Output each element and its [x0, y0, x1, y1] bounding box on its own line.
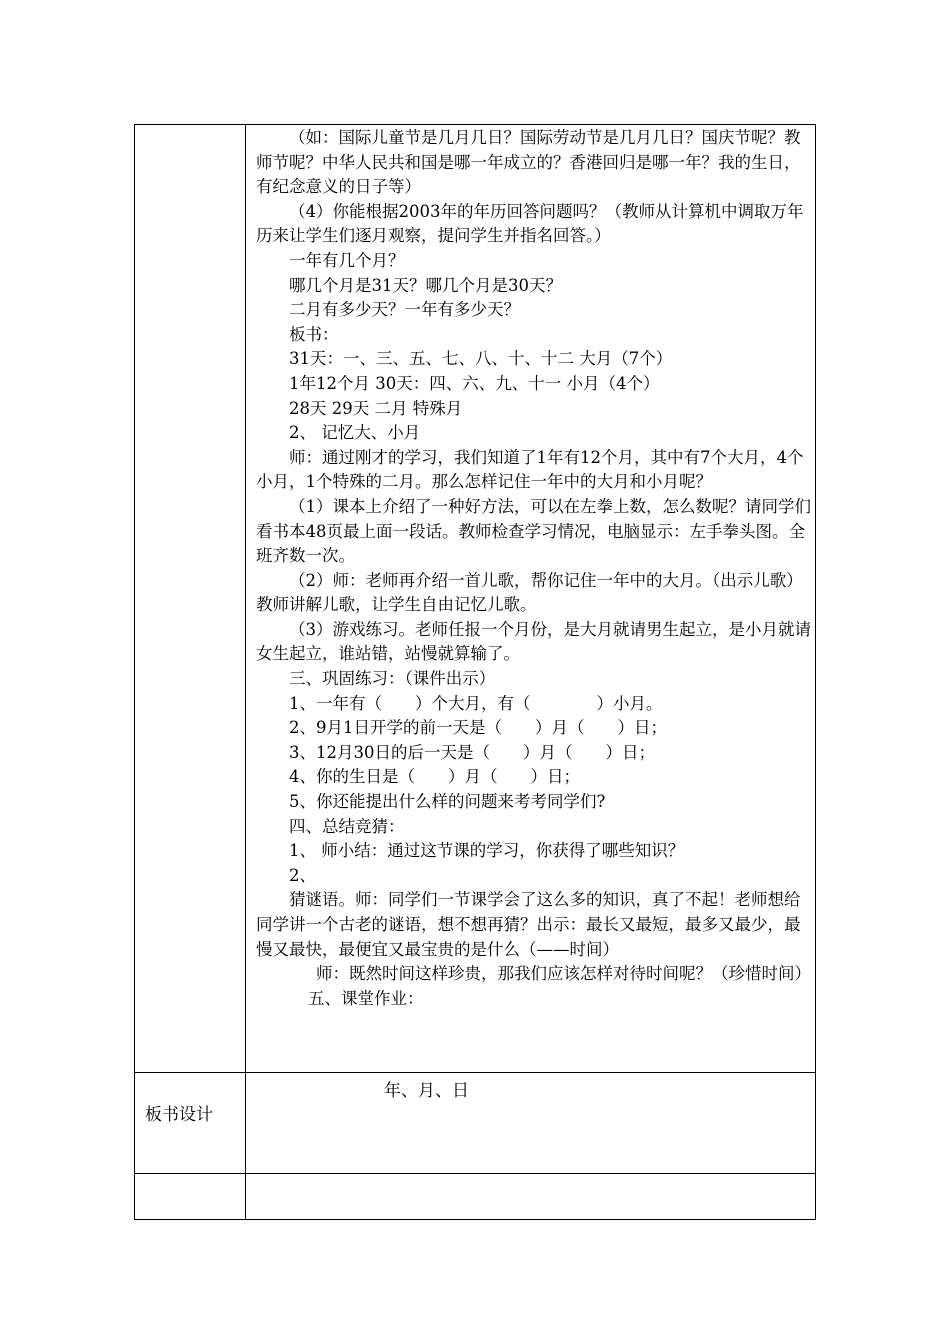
paragraph: 28天 29天 二月 特殊月: [289, 398, 463, 418]
paragraph: 5、你还能提出什么样的问题来考考同学们?: [289, 792, 606, 812]
paragraph: 三、巩固练习：（课件出示）: [289, 669, 496, 689]
paragraph: 1年12个月 30天：四、六、九、十一 小月（4个）: [289, 373, 660, 393]
paragraph: 1、 师小结：通过这节课的学习，你获得了哪些知识？: [289, 841, 685, 861]
paragraph: 五、课堂作业：: [308, 988, 424, 1008]
board-design-label: 板书设计: [145, 1105, 213, 1125]
paragraph: 2、: [289, 865, 316, 885]
paragraph: 板书：: [289, 324, 339, 344]
board-design-title: 年、月、日: [384, 1081, 469, 1101]
paragraph: 2、 记忆大、小月: [289, 423, 421, 443]
paragraph: （4）你能根据2003年的年历回答问题吗？（教师从计算机中调取万年历来让学生们逐月观察，提问学生并指名回答。）: [256, 201, 804, 246]
paragraph: 哪几个月是31天？哪几个月是30天？: [289, 275, 562, 295]
paragraph: 一年有几个月？: [289, 250, 405, 270]
paragraph: 师：既然时间这样珍贵，那我们应该怎样对待时间呢？（珍惜时间）: [316, 964, 811, 984]
paragraph: 师：通过刚才的学习，我们知道了1年有12个月，其中有7个大月，4个小月，1个特殊的二月。那么怎样记住一年中的大月和小月呢？: [256, 447, 804, 492]
row-divider: [135, 1173, 815, 1174]
column-divider: [245, 125, 246, 1219]
paragraph: （1）课本上介绍了一种好方法，可以在左拳上数，怎么数呢？请同学们看书本48页最上面一段话。教师检查学习情况，电脑显示：左手拳头图。全班齐数一次。: [256, 496, 811, 566]
paragraph: 1、一年有（ ）个大月，有（ ）小月。: [289, 693, 663, 713]
paragraph: （3）游戏练习。老师任报一个月份，是大月就请男生起立，是小月就请女生起立，谁站错，站慢就算输了。: [256, 619, 811, 664]
lesson-plan-table: [134, 124, 816, 1220]
paragraph: 四、总结竞猜：: [289, 816, 405, 836]
paragraph: 3、12月30日的后一天是（ ）月（ ）日；: [289, 742, 655, 762]
paragraph: 4、你的生日是（ ）月（ ）日；: [289, 767, 580, 787]
paragraph: （如：国际儿童节是几月几日？国际劳动节是几月几日？国庆节呢？教师节呢？中华人民共和国是哪一年成立的？香港回归是哪一年？我的生日，有纪念意义的日子等）: [256, 128, 801, 197]
paragraph: 31天：一、三、五、七、八、十、十二 大月（7个）: [289, 349, 673, 369]
lesson-content: [256, 125, 812, 1011]
paragraph: 猜谜语。师：同学们一节课学会了这么多的知识，真了不起！老师想给同学讲一个古老的谜语，想不想再猜？出示：最长又最短，最多又最少，最慢又最快，最便宜又最宝贵的是什么（——时间）: [256, 890, 801, 959]
paragraph: 二月有多少天？一年有多少天？: [289, 300, 520, 320]
paragraph: （2）师：老师再介绍一首儿歌，帮你记住一年中的大月。（出示儿歌）教师讲解儿歌，让学生自由记忆儿歌。: [256, 570, 803, 615]
paragraph: 2、9月1日开学的前一天是（ ）月（ ）日；: [289, 718, 667, 738]
row-divider: [135, 1072, 815, 1073]
